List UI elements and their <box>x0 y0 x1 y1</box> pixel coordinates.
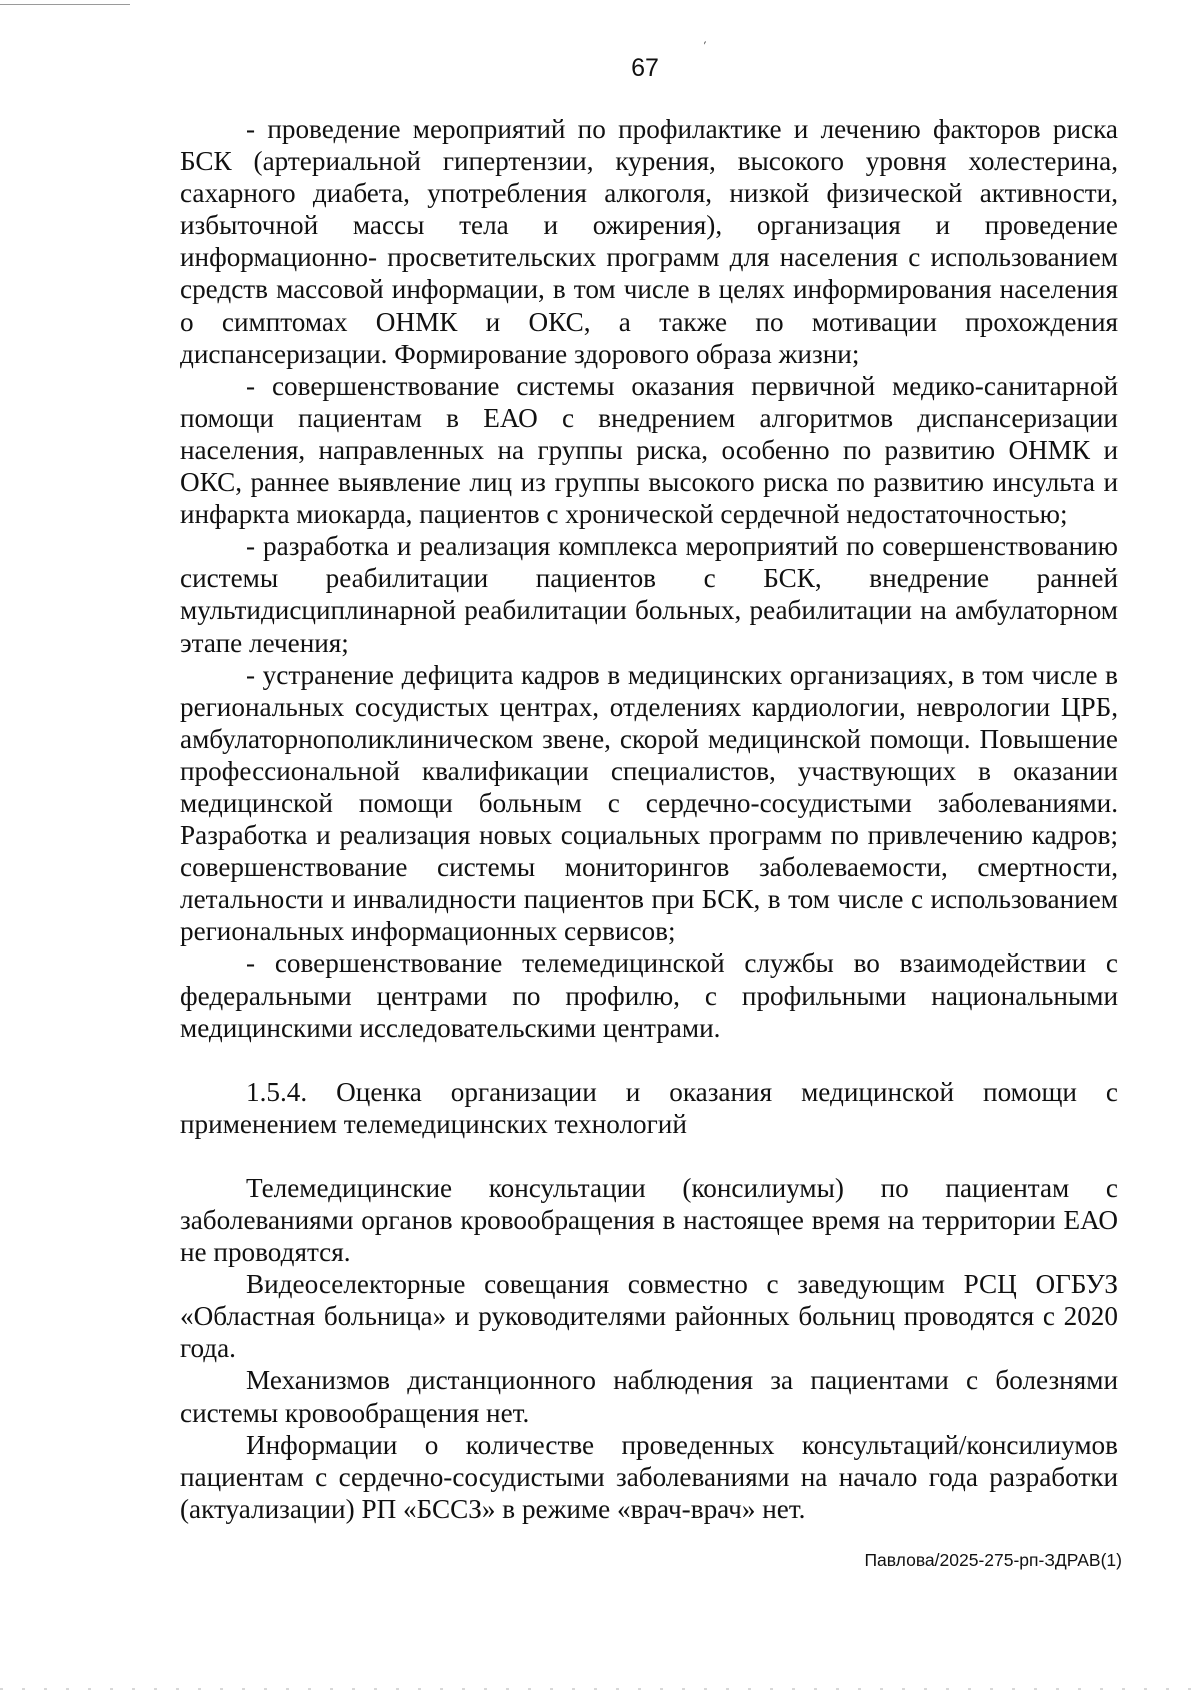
document-reference-code: Павлова/2025-275-рп-ЗДРАВ(1) <box>864 1550 1122 1570</box>
paragraph-risk-factors: - проведение мероприятий по профилактике и лечению факторов риска БСК (артериальной гипертензии, курения, высокого уровня холестерина, сахарного диабета, употребления алкоголя, низкой физической активности, избыточной массы тела и ожирения), организация и проведение информационно- просветительских программ для населения с использованием средств массовой информации, в том числе в целях информирования населения о симптомах ОНМК и ОКС, а также по мотивации прохождения диспансеризации. Формирование здорового образа жизни; <box>180 114 1118 369</box>
paragraph-telemedicine-service: - совершенствование телемедицинской службы во взаимодействии с федеральными центрами по профилю, с профильными национальными медицинскими исследовательскими центрами. <box>180 948 1118 1043</box>
document-body <box>180 113 1118 1525</box>
paragraph-primary-care: - совершенствование системы оказания первичной медико-санитарной помощи пациентам в ЕАО с внедрением алгоритмов диспансеризации населения, направленных на группы риска, особенно по развитию ОНМК и ОКС, раннее выявление лиц из группы высокого риска по развитию инсульта и инфаркта миокарда, пациентов с хронической сердечной недостаточностью; <box>180 370 1118 530</box>
pen-mark: ´ <box>701 39 713 56</box>
paragraph-remote-monitoring: Механизмов дистанционного наблюдения за пациентами с болезнями системы кровообращения нет. <box>180 1365 1118 1428</box>
paragraph-consultation-info: Информации о количестве проведенных консультаций/консилиумов пациентам с сердечно-сосудистыми заболеваниями на начало года разработки (актуализации) РП «БССЗ» в режиме «врач-врач» нет. <box>180 1429 1118 1524</box>
page-number: 67 <box>631 54 659 82</box>
paragraph-rehabilitation: - разработка и реализация комплекса мероприятий по совершенствованию системы реабилитации пациентов с БСК, внедрение ранней мультидисциплинарной реабилитации больных, реабилитации на амбулаторном этапе лечения; <box>180 531 1118 658</box>
section-heading: 1.5.4. Оценка организации и оказания медицинской помощи с применением телемедицинских технологий <box>180 1076 1118 1139</box>
paragraph-staffing: - устранение дефицита кадров в медицинских организациях, в том числе в региональных сосудистых центрах, отделениях кардиологии, неврологии ЦРБ, амбулаторнополиклиническом звене, скорой медицинской помощи. Повышение профессиональной квалификации специалистов, участвующих в оказании медицинской помощи больным с сердечно-сосудистыми заболеваниями. Разработка и реализация новых социальных программ по привлечению кадров; совершенствование системы мониторингов заболеваемости, смертности, летальности и инвалидности пациентов при БСК, в том числе с использованием региональных информационных сервисов; <box>180 659 1118 947</box>
scan-artifact-line <box>0 4 130 5</box>
paragraph-video-meetings: Видеоселекторные совещания совместно с заведующим РСЦ ОГБУЗ «Областная больница» и руководителями районных больниц проводятся с 2020 года. <box>180 1269 1118 1364</box>
paragraph-consultations: Телемедицинские консультации (консилиумы) по пациентам с заболеваниями органов кровообращения в настоящее время на территории ЕАО не проводятся. <box>180 1172 1118 1268</box>
scan-artifact-dots <box>0 1688 1200 1690</box>
